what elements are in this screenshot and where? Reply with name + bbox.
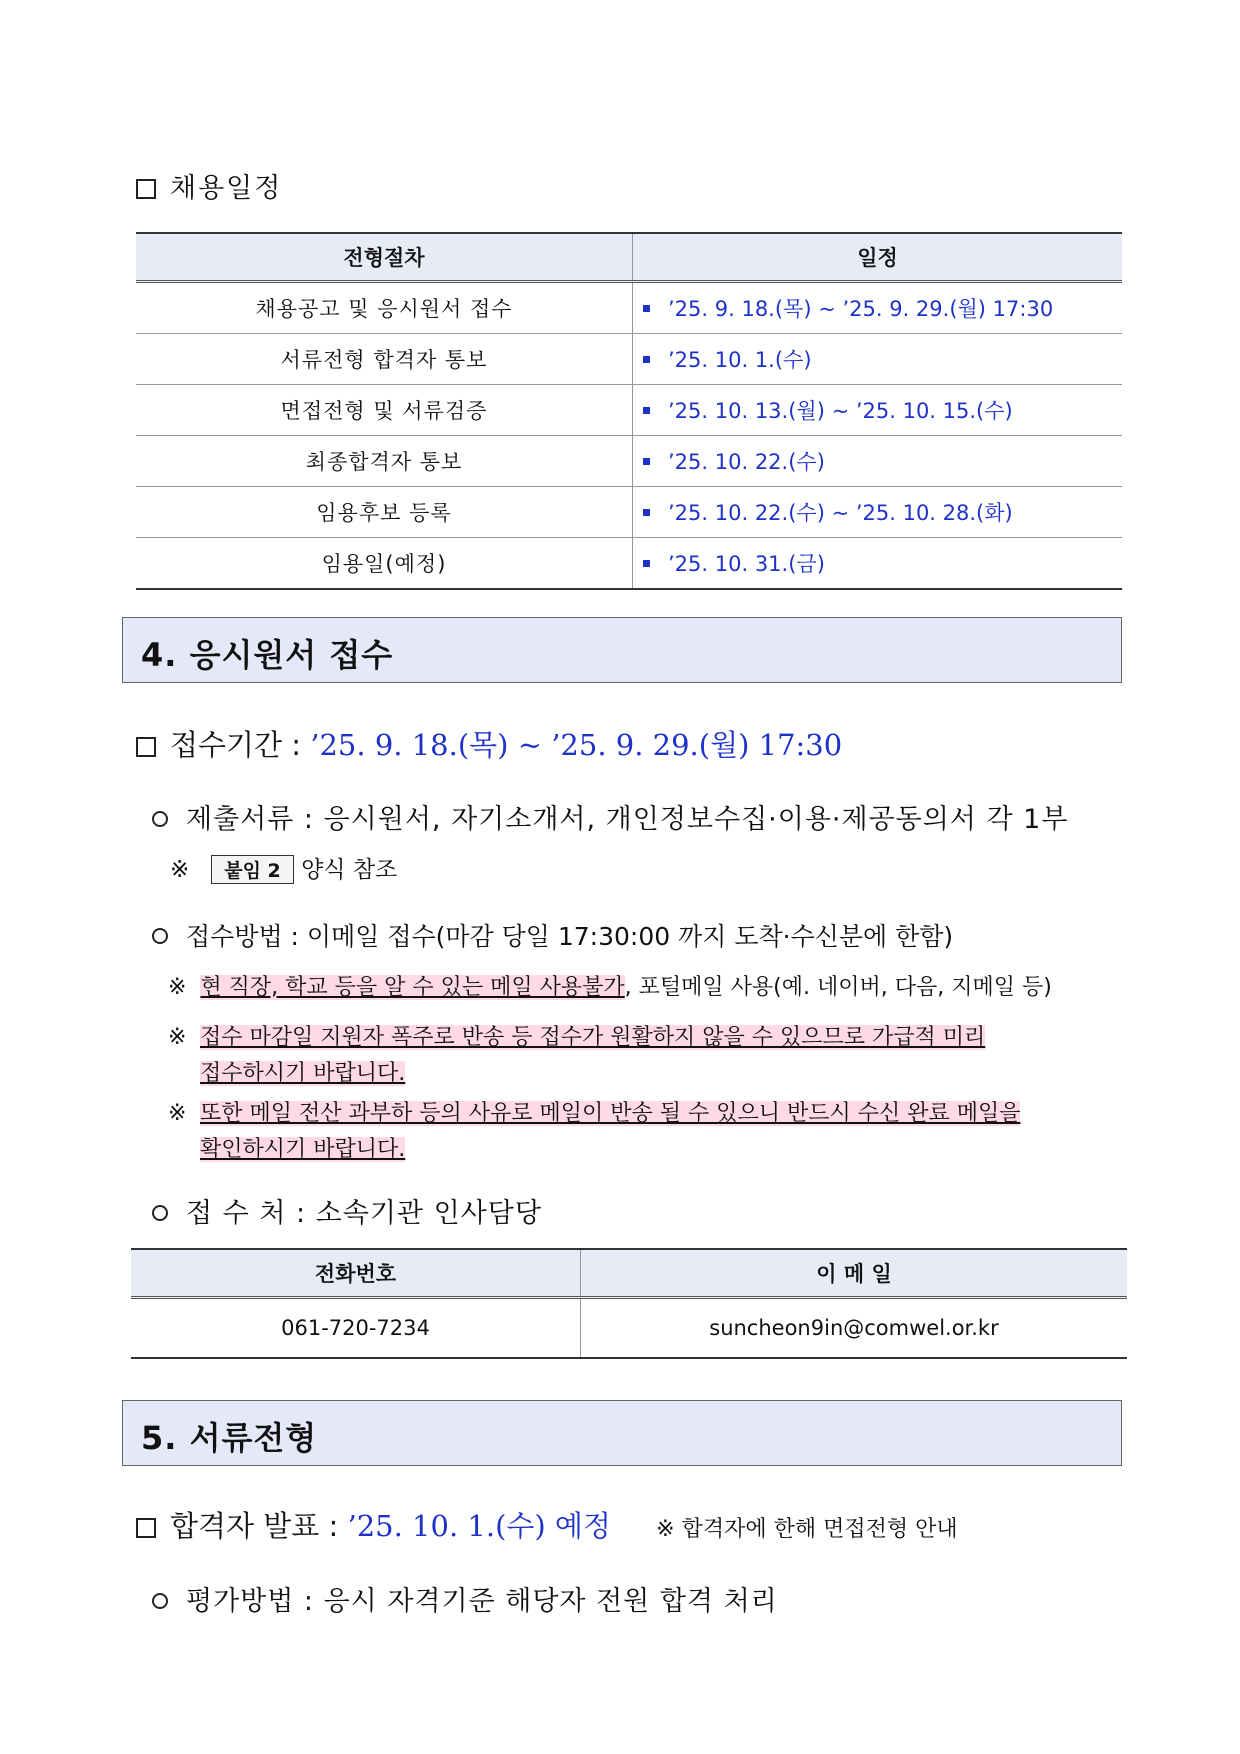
- note-2: ※ 접수 마감일 지원자 폭주로 반송 등 접수가 원활하지 않을 수 있으므로 가급적 미리 접수하시기 바랍니다.: [168, 1025, 986, 1086]
- bullet-icon: [643, 509, 650, 516]
- date-cell: ’25. 10. 22.(수): [633, 436, 1123, 487]
- table-row: [136, 538, 1122, 590]
- column-header: 일정: [633, 233, 1123, 282]
- step-cell: 임용일(예정): [136, 538, 633, 590]
- circle-bullet-icon: [152, 1593, 168, 1609]
- date-cell: ’25. 10. 22.(수) ~ ’25. 10. 28.(화): [633, 487, 1123, 538]
- table-row: [136, 385, 1122, 436]
- period-line: 접수기간 : ’25. 9. 18.(목) ~ ’25. 9. 29.(월) 17:30: [136, 723, 842, 764]
- checkbox-square-icon: [136, 1518, 156, 1538]
- schedule-table: [136, 232, 1122, 590]
- date-cell: ’25. 10. 31.(금): [633, 538, 1123, 590]
- checkbox-square-icon: [136, 737, 156, 757]
- announce-line: 합격자 발표 : ’25. 10. 1.(수) 예정 ※ 합격자에 한해 면접전형 안내: [136, 1504, 958, 1545]
- period-value: ’25. 9. 18.(목) ~ ’25. 9. 29.(월) 17:30: [310, 728, 843, 762]
- table-row: [136, 436, 1122, 487]
- table-row: [136, 487, 1122, 538]
- table-row: [131, 1298, 1127, 1359]
- step-cell: 서류전형 합격자 통보: [136, 334, 633, 385]
- section-title: 4. 응시원서 접수: [141, 636, 394, 674]
- announce-note: ※ 합격자에 한해 면접전형 안내: [656, 1517, 958, 1542]
- date-cell: ’25. 10. 13.(월) ~ ’25. 10. 15.(수): [633, 385, 1123, 436]
- circle-bullet-icon: [152, 1205, 168, 1221]
- email-cell: suncheon9in@comwel.or.kr: [581, 1298, 1128, 1359]
- step-cell: 임용후보 등록: [136, 487, 633, 538]
- schedule-heading: 채용일정: [136, 166, 282, 205]
- phone-cell: 061-720-7234: [131, 1298, 581, 1359]
- date-cell: ’25. 9. 18.(목) ~ ’25. 9. 29.(월) 17:30: [633, 282, 1123, 334]
- section-title: 5. 서류전형: [141, 1419, 318, 1457]
- step-cell: 면접전형 및 서류검증: [136, 385, 633, 436]
- circle-bullet-icon: [152, 811, 168, 827]
- step-cell: 채용공고 및 응시원서 접수: [136, 282, 633, 334]
- circle-bullet-icon: [152, 928, 168, 944]
- note-1: ※ 현 직장, 학교 등을 알 수 있는 메일 사용불가, 포털메일 사용(예. 네이버, 다음, 지메일 등): [168, 975, 1052, 1000]
- docs-note: ※ 붙임 2 양식 참조: [170, 857, 398, 883]
- recv-line: 접 수 처 : 소속기관 인사담당: [152, 1191, 542, 1230]
- column-header: 이 메 일: [581, 1249, 1128, 1298]
- table-row: [136, 282, 1122, 334]
- bullet-icon: [643, 356, 650, 363]
- announce-value: ’25. 10. 1.(수) 예정: [347, 1509, 611, 1543]
- column-header: 전화번호: [131, 1249, 581, 1298]
- table-header-row: [131, 1249, 1127, 1298]
- contact-table: [131, 1248, 1127, 1359]
- bullet-icon: [643, 458, 650, 465]
- checkbox-square-icon: [136, 179, 156, 199]
- docs-line: 제출서류 : 응시원서, 자기소개서, 개인정보수집·이용·제공동의서 각 1부: [152, 797, 1068, 836]
- attachment-tag: 붙임 2: [211, 855, 294, 884]
- bullet-icon: [643, 407, 650, 414]
- bullet-icon: [643, 305, 650, 312]
- column-header: 전형절차: [136, 233, 633, 282]
- bullet-icon: [643, 560, 650, 567]
- eval-line: 평가방법 : 응시 자격기준 해당자 전원 합격 처리: [152, 1579, 778, 1618]
- step-cell: 최종합격자 통보: [136, 436, 633, 487]
- section-5-header: [122, 1400, 1122, 1466]
- table-row: [136, 334, 1122, 385]
- method-line: 접수방법 : 이메일 접수(마감 당일 17:30:00 까지 도착·수신분에 한함): [152, 917, 953, 953]
- table-header-row: [136, 233, 1122, 282]
- note-3: ※ 또한 메일 전산 과부하 등의 사유로 메일이 반송 될 수 있으니 반드시 수신 완료 메일을 확인하시기 바랍니다.: [168, 1101, 1021, 1162]
- section-4-header: [122, 617, 1122, 683]
- date-cell: ’25. 10. 1.(수): [633, 334, 1123, 385]
